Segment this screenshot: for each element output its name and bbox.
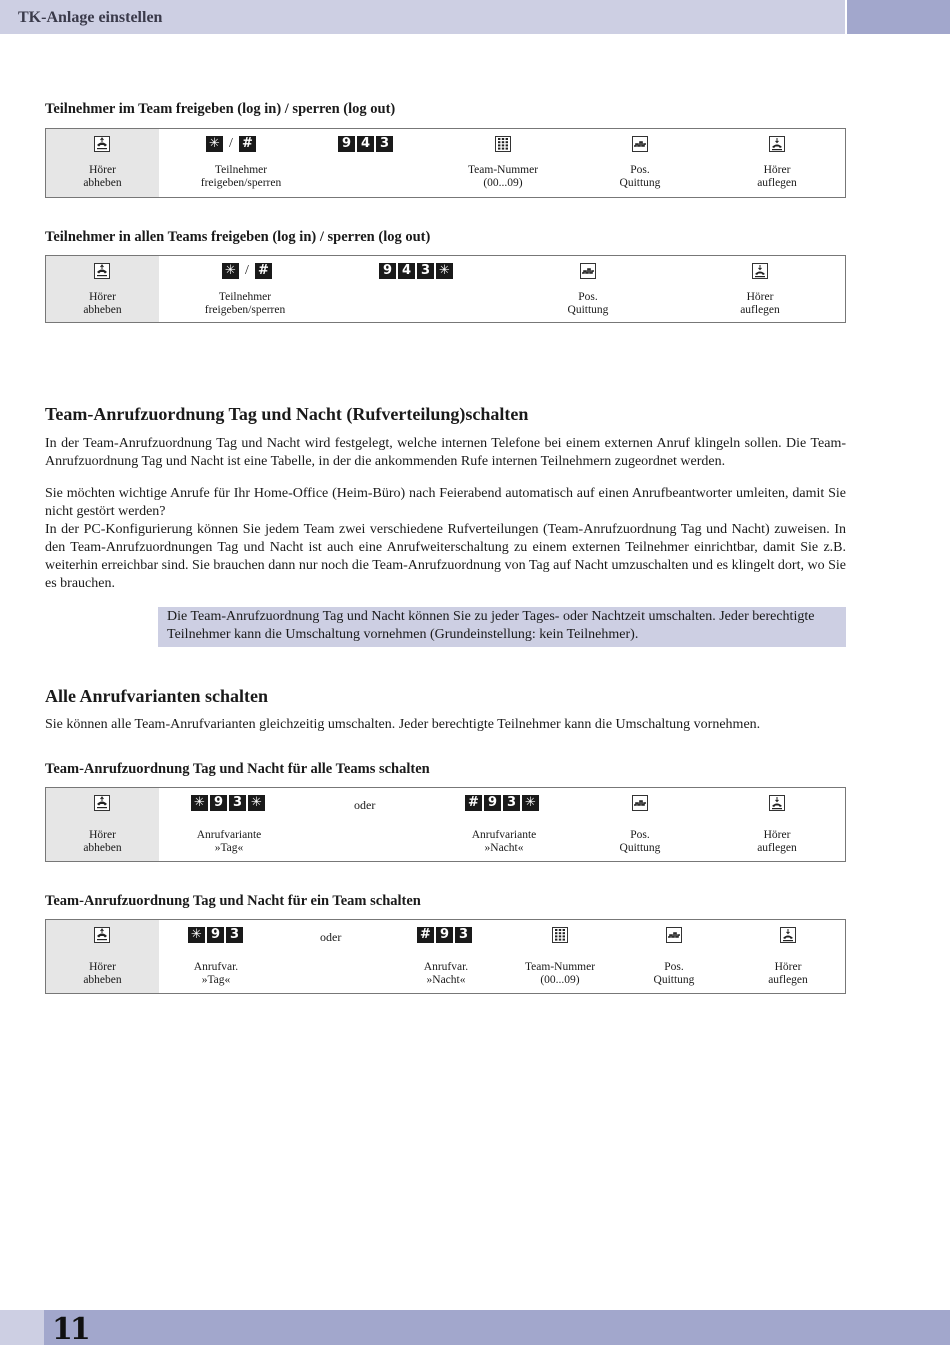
page-number: 11 [52,1312,88,1347]
handset-hangup-icon [769,795,785,811]
key-hash: # [239,136,256,152]
section-heading: Alle Anrufvarianten schalten [45,686,268,706]
key-3: 3 [417,263,434,279]
key-9: 9 [210,795,227,811]
step-hoerer-abheben: Hörer abheben [83,164,122,189]
key-hash: # [417,927,434,943]
key-sequence-star-hash: ✳ / # [222,263,272,279]
key-star: ✳ [191,795,208,811]
positive-tone-icon [632,795,648,811]
keypad-icon [552,927,568,943]
handset-lift-icon [94,927,110,943]
step-pos-quittung: Pos. Quittung [619,829,661,854]
handset-hangup-icon [752,263,768,279]
key-hash: # [255,263,272,279]
step-team-nummer: Team-Nummer (00...09) [467,164,539,189]
key-9: 9 [207,927,224,943]
positive-tone-icon [580,263,596,279]
section-title: Team-Anrufzuordnung Tag und Nacht für alle Teams schalten [45,761,430,777]
key-9: 9 [379,263,396,279]
step-hoerer-auflegen: Hörer auflegen [768,961,808,986]
key-3: 3 [226,927,243,943]
paragraph: Sie möchten wichtige Anrufe für Ihr Home-Office (Heim-Büro) nach Feierabend automatisch auf einen Anrufbeantworter umleiten, damit Sie nicht gestört werden? [45,486,846,519]
step-pos-quittung: Pos. Quittung [619,164,661,189]
section-title: Teilnehmer im Team freigeben (log in) / sperren (log out) [45,101,396,117]
paragraph: Sie können alle Team-Anrufvarianten gleichzeitig umschalten. Jeder berechtigte Teilnehmer kann die Umschaltung vornehmen. [45,717,761,732]
step-anrufvariante-tag: Anrufvariante »Tag« [196,829,262,854]
step-hoerer-abheben: Hörer abheben [83,291,122,316]
key-3: 3 [376,136,393,152]
key-sequence-943 [338,136,393,152]
footer-bar [0,1310,950,1345]
procedure-box-one-team [45,919,846,994]
step-teilnehmer: Teilnehmer freigeben/sperren [204,291,286,316]
step-pos-quittung: Pos. Quittung [567,291,609,316]
handset-hangup-icon [780,927,796,943]
step-pos-quittung: Pos. Quittung [653,961,695,986]
key-4: 4 [398,263,415,279]
step-teilnehmer: Teilnehmer freigeben/sperren [200,164,282,189]
step-hoerer-abheben: Hörer abheben [83,829,122,854]
key-star: ✳ [206,136,223,152]
handset-lift-icon [94,136,110,152]
key-star: ✳ [522,795,539,811]
procedure-box-login-team [45,128,846,198]
handset-lift-icon [94,263,110,279]
key-sequence-tag [191,795,265,811]
step-team-nummer: Team-Nummer (00...09) [524,961,596,986]
step-hoerer-auflegen: Hörer auflegen [757,164,797,189]
key-9: 9 [436,927,453,943]
key-9: 9 [338,136,355,152]
key-star: ✳ [188,927,205,943]
key-3: 3 [503,795,520,811]
key-star: ✳ [436,263,453,279]
note-text: Die Team-Anrufzuordnung Tag und Nacht können Sie zu jeder Tages- oder Nachtzeit umschalten. Jeder berechtigte Teilnehmer kann die Umschaltung vornehmen (Grundeinstellung: kein Teilnehmer). [167,609,815,642]
handset-lift-icon [94,795,110,811]
or-label: oder [320,930,342,944]
key-sequence-star-hash: ✳ / # [206,136,256,152]
key-star: ✳ [222,263,239,279]
procedure-box-all-teams [45,787,846,862]
keypad-icon [495,136,511,152]
positive-tone-icon [666,927,682,943]
step-hoerer-auflegen: Hörer auflegen [740,291,780,316]
paragraph: In der PC-Konfigurierung können Sie jedem Team zwei verschiedene Rufverteilungen (Team-Anrufzuordnung Tag und Nacht) zuweisen. In den Team-Anrufzuordnungen Tag und Nacht ist auch eine Anrufweiterschaltung zu einem externen Teilnehmer einrichtbar, damit Sie z.B. weiterhin erreichbar sind. Sie brauchen dann nur noch die Team-Anrufzuordnung von Tag auf Nacht umzuschalten und es klingelt dort, wo Sie es brauchen. [45,522,846,591]
section-title: Teilnehmer in allen Teams freigeben (log in) / sperren (log out) [45,229,431,245]
key-sequence-943-star [379,263,453,279]
section-heading: Team-Anrufzuordnung Tag und Nacht (Rufverteilung)schalten [45,404,529,424]
section-title: Team-Anrufzuordnung Tag und Nacht für ein Team schalten [45,893,421,909]
key-sequence-nacht [417,927,472,943]
key-9: 9 [484,795,501,811]
paragraph: In der Team-Anrufzuordnung Tag und Nacht wird festgelegt, welche internen Telefone bei einem externen Anruf klingeln sollen. Die Team-Anrufzuordnung Tag und Nacht ist eine Tabelle, in der die ankommenden Rufe internen Teilnehmern zugeordnet werden. [45,436,846,469]
info-note [158,607,846,647]
key-4: 4 [357,136,374,152]
step-anrufvariante-nacht: Anrufvariante »Nacht« [471,829,537,854]
step-hoerer-auflegen: Hörer auflegen [757,829,797,854]
procedure-box-login-all-teams [45,255,846,323]
key-hash: # [465,795,482,811]
page-header-title: TK-Anlage einstellen [18,9,163,26]
key-3: 3 [229,795,246,811]
positive-tone-icon [632,136,648,152]
key-3: 3 [455,927,472,943]
step-anrufvar-nacht: Anrufvar. »Nacht« [423,961,469,986]
or-label: oder [354,798,376,812]
handset-hangup-icon [769,136,785,152]
header-accent [847,0,950,34]
key-sequence-nacht [465,795,539,811]
step-hoerer-abheben: Hörer abheben [83,961,122,986]
key-star: ✳ [248,795,265,811]
step-anrufvar-tag: Anrufvar. »Tag« [193,961,239,986]
footer-accent [0,1310,44,1345]
key-sequence-tag [188,927,243,943]
